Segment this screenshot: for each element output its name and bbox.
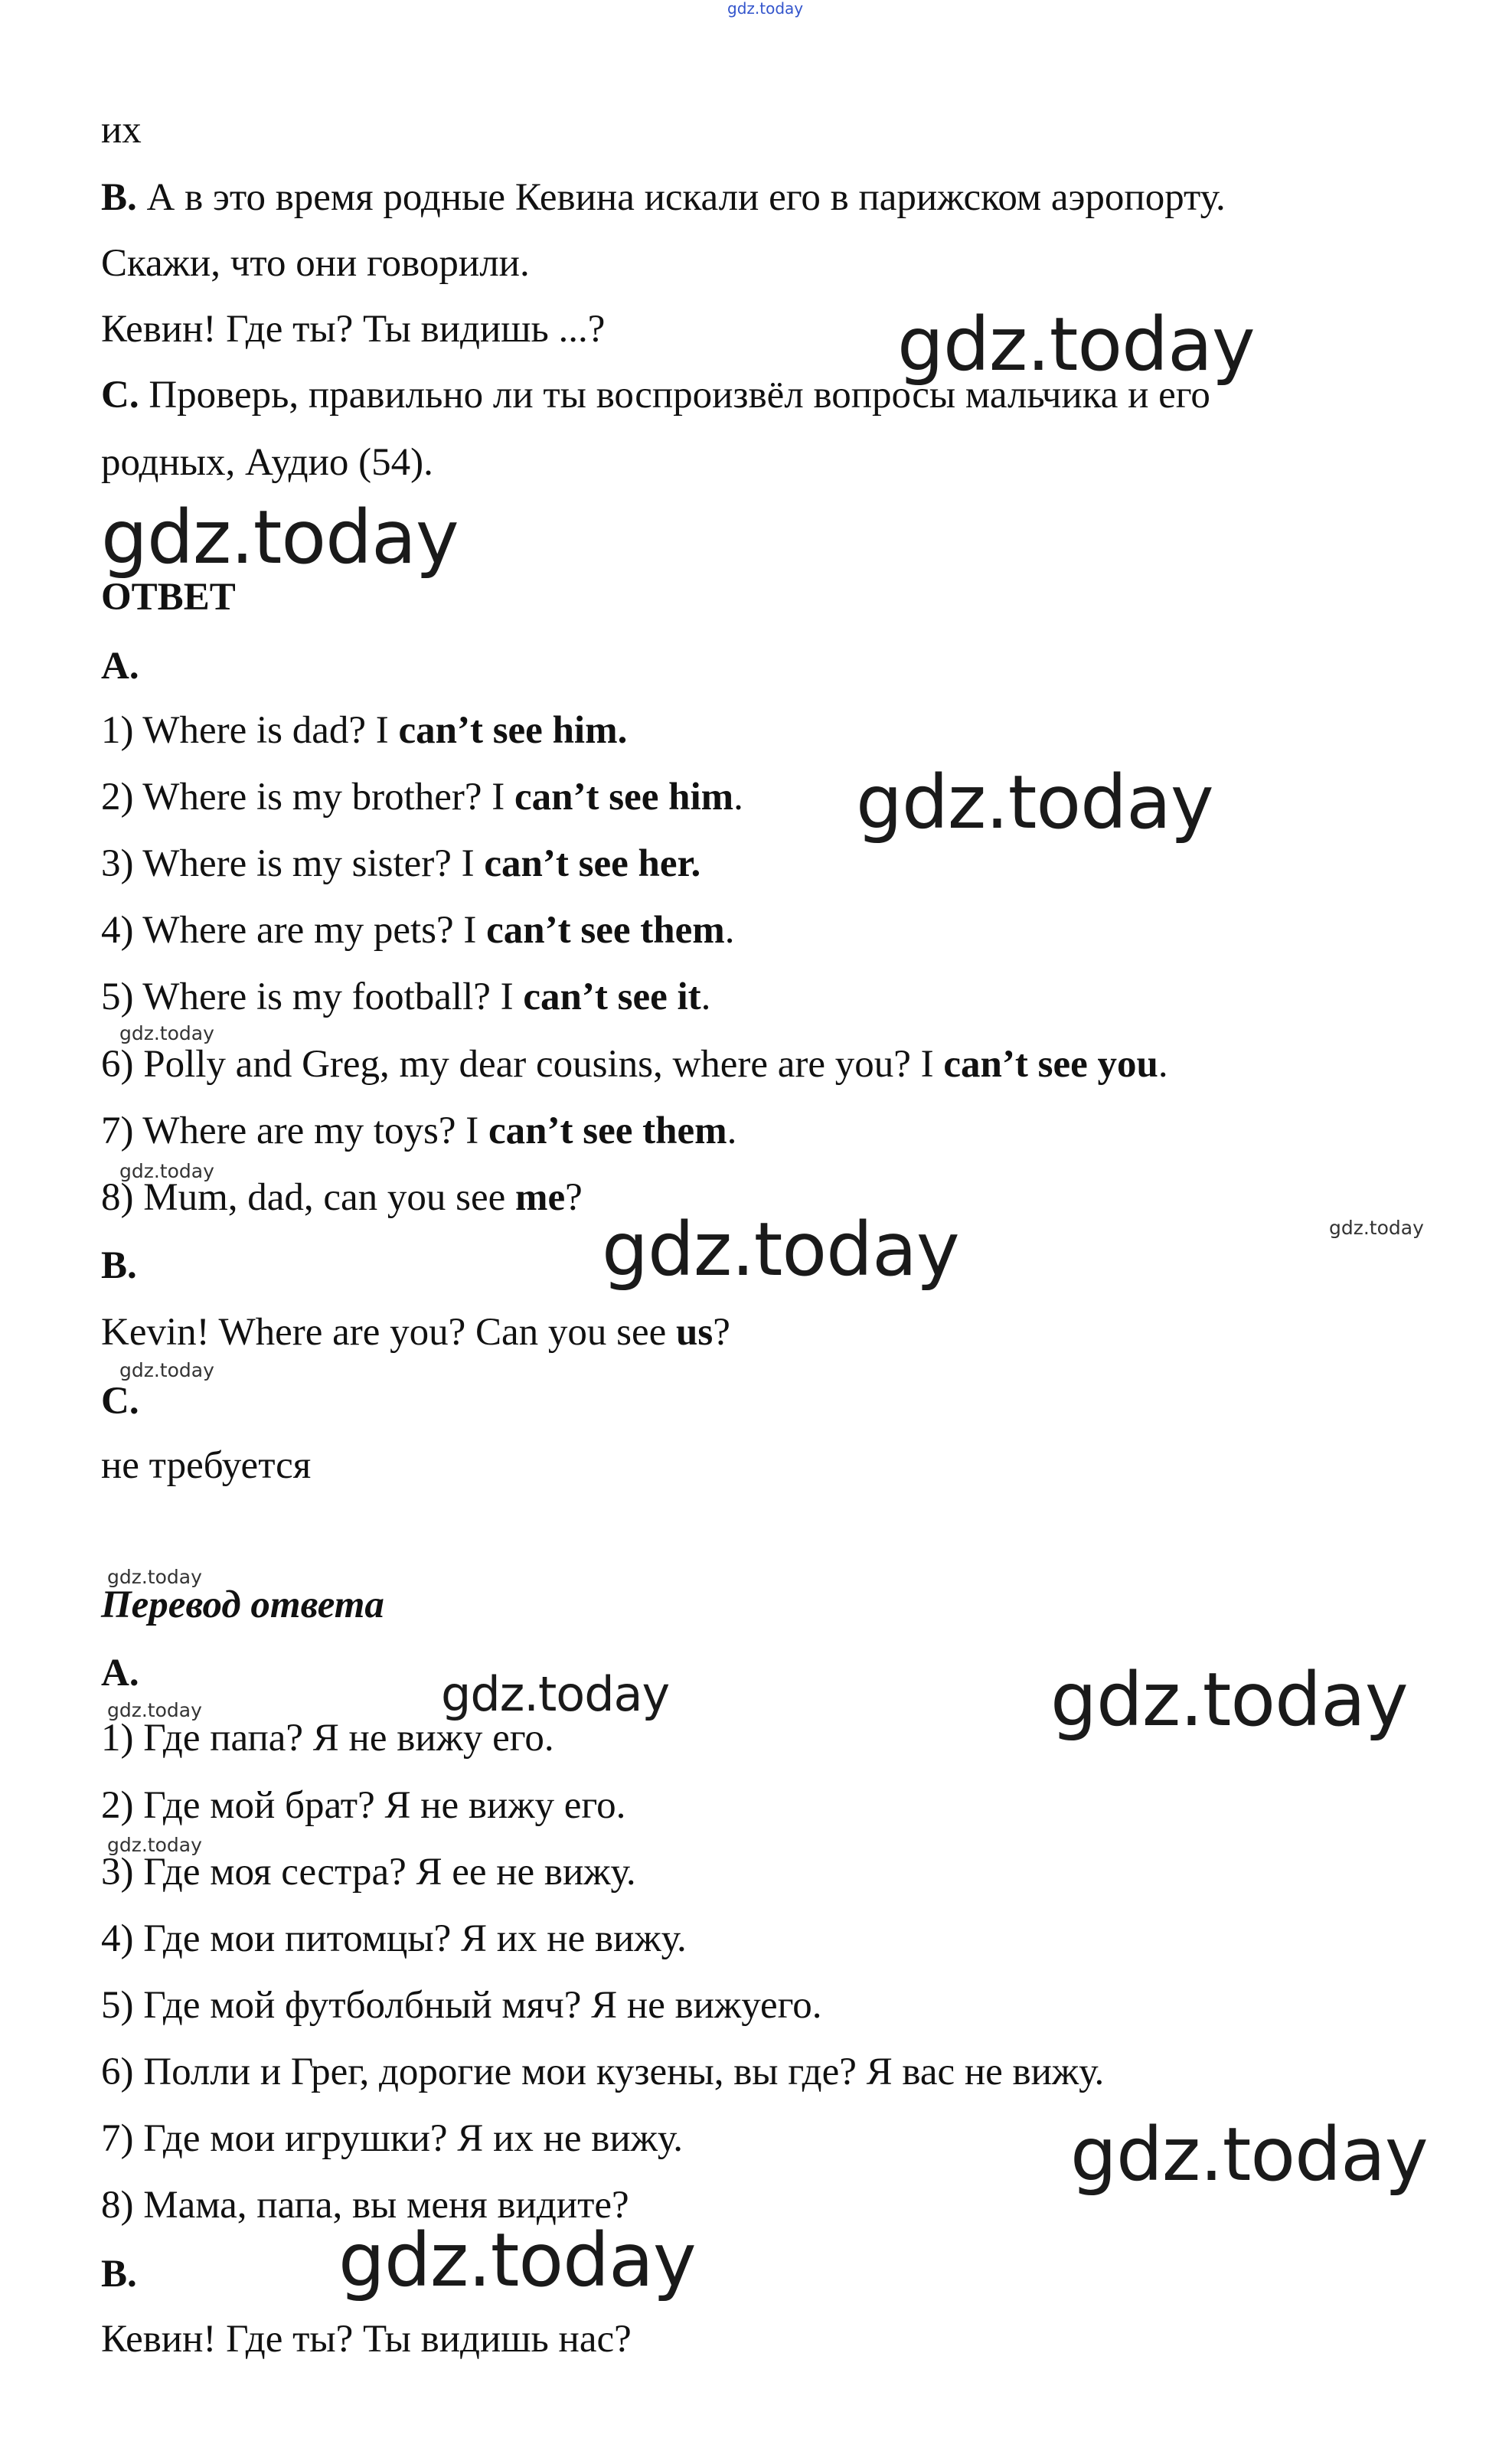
answer-item-4-text: 4) Where are my pets? I [101,909,487,952]
watermark-big: gdz.today [338,2217,696,2303]
watermark-medium: gdz.today [441,1666,670,1722]
task-c-line-2: родных, Аудио (54). [101,441,433,484]
task-c-text-1: Проверь, правильно ли ты воспроизвёл вопросы мальчика и его [139,374,1210,417]
watermark-small: gdz.today [107,1699,202,1721]
watermark-big: gdz.today [101,495,459,580]
answer-item-5 [101,974,710,1020]
answer-item-4 [101,907,734,953]
answer-section-b: B. [101,1244,137,1287]
watermark-big: gdz.today [1050,1657,1408,1743]
answer-item-6-text: 6) Polly and Greg, my dear cousins, where are you? I [101,1043,944,1086]
task-c-label: C. [101,374,139,417]
answer-item-4-post: . [724,909,735,952]
translation-item-6: 6) Полли и Грег, дорогие мои кузены, вы где? Я вас не вижу. [101,2051,1105,2093]
answer-item-7-text: 7) Where are my toys? I [101,1109,489,1152]
task-line-0: их [101,109,142,152]
answer-heading: ОТВЕТ [101,576,236,619]
translation-section-b: B. [101,2253,137,2296]
answer-item-7 [101,1108,736,1154]
watermark-big: gdz.today [897,302,1255,387]
answer-b-bold: us [676,1311,714,1354]
task-b-label: B. [101,176,137,219]
answer-item-2-bold: can’t see him [514,776,734,819]
answer-item-5-text: 5) Where is my football? I [101,975,524,1018]
answer-item-2-post: . [733,776,743,819]
translation-heading: Перевод ответа [101,1583,384,1626]
answer-item-3-text: 3) Where is my sister? I [101,842,485,885]
answer-section-c: C. [101,1380,139,1423]
task-b-line-2: Скажи, что они говорили. [101,242,530,285]
answer-item-3-bold: can’t see her. [484,842,701,885]
answer-item-1-text: 1) Where is dad? I [101,709,399,752]
translation-item-7: 7) Где мои игрушки? Я их не вижу. [101,2117,684,2160]
watermark-big: gdz.today [856,760,1213,845]
answer-item-4-bold: can’t see them [486,909,725,952]
watermark-big: gdz.today [602,1207,959,1292]
answer-item-3 [101,841,700,887]
watermark-small: gdz.today [107,1834,202,1856]
watermark-small: gdz.today [119,1160,214,1182]
answer-b-post: ? [713,1311,730,1354]
answer-item-6 [101,1041,1168,1087]
answer-item-2 [101,774,743,820]
answer-b-text [101,1309,730,1355]
answer-item-1 [101,708,627,753]
task-b-line-1 [101,175,1226,221]
answer-item-8-bold: me [515,1176,566,1219]
task-b-line-3: Кевин! Где ты? Ты видишь ...? [101,308,606,351]
translation-b-text: Кевин! Где ты? Ты видишь нас? [101,2318,632,2361]
answer-c-text: не требуется [101,1444,312,1487]
answer-item-6-post: . [1158,1043,1168,1086]
top-watermark: gdz.today [727,0,804,18]
translation-item-4: 4) Где мои питомцы? Я их не вижу. [101,1917,687,1960]
watermark-small: gdz.today [107,1566,202,1588]
answer-item-8-post: ? [565,1176,583,1219]
answer-item-1-bold: can’t see him. [398,709,628,752]
answer-item-2-text: 2) Where is my brother? I [101,776,515,819]
answer-item-5-post: . [700,975,711,1018]
answer-item-7-post: . [727,1109,737,1152]
translation-item-2: 2) Где мой брат? Я не вижу его. [101,1784,626,1827]
answer-item-8-text: 8) Mum, dad, can you see [101,1176,516,1219]
answer-item-5-bold: can’t see it [523,975,701,1018]
answer-section-a: A. [101,645,139,688]
watermark-small: gdz.today [119,1359,214,1381]
translation-section-a: A. [101,1652,139,1694]
answer-item-6-bold: can’t see you [943,1043,1158,1086]
watermark-small: gdz.today [1329,1217,1424,1239]
task-b-text-1: А в это время родные Кевина искали его в парижском аэропорту. [136,176,1226,219]
translation-item-8: 8) Мама, папа, вы меня видите? [101,2184,629,2227]
translation-item-5: 5) Где мой футболбный мяч? Я не вижуего. [101,1984,822,2027]
answer-item-7-bold: can’t see them [488,1109,727,1152]
answer-b-pre: Kevin! Where are you? Can you see [101,1311,677,1354]
translation-item-3: 3) Где моя сестра? Я ее не вижу. [101,1851,636,1894]
translation-item-1: 1) Где папа? Я не вижу его. [101,1717,554,1760]
watermark-big: gdz.today [1070,2112,1428,2198]
watermark-small: gdz.today [119,1022,214,1044]
